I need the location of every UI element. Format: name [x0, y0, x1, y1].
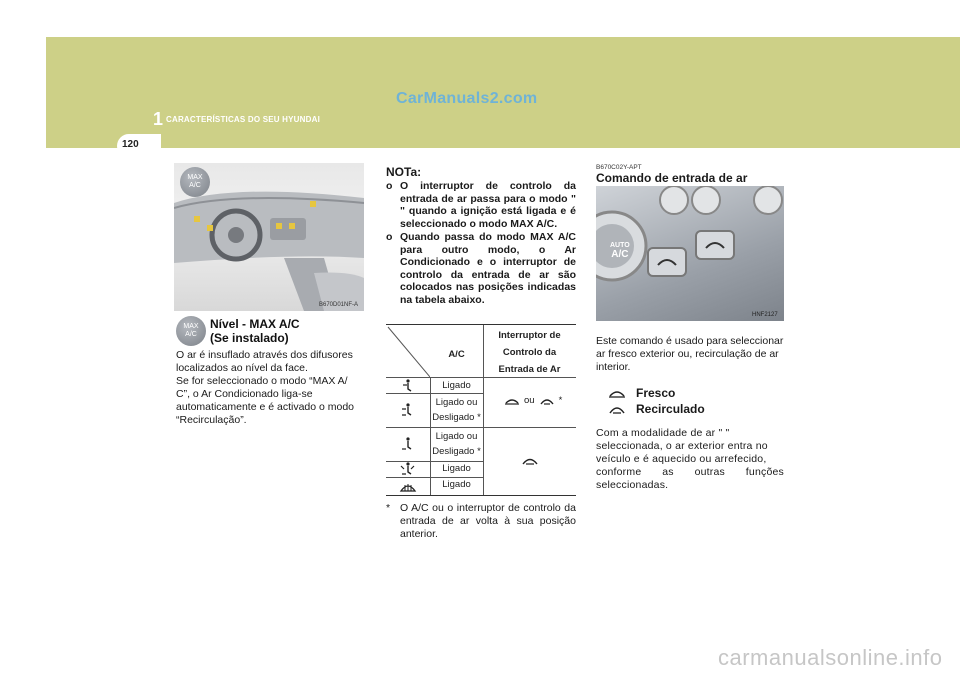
body-line: “Recirculação”. [176, 414, 247, 426]
body-line: veículo e é aquecido ou arrefecido, [596, 453, 767, 465]
section-body [176, 349, 366, 427]
badge-text-max: MAX [183, 323, 199, 330]
body-line: Este comando é usado para seleccionar [596, 335, 784, 347]
recirculation-icon [608, 403, 626, 415]
legend-recirculation [608, 402, 705, 416]
header-switch-line: Interruptor de [498, 330, 561, 341]
mode-table [386, 324, 576, 496]
body-line: localizados ao nível da face. [176, 362, 308, 374]
body-line: Se for seleccionado o modo “MAX A/ [176, 375, 348, 387]
ac-value: Ligado [442, 380, 471, 391]
page-number: 120 [122, 139, 139, 150]
ref-code: B670C02Y-APT [596, 164, 642, 171]
legend-fresh [608, 386, 675, 400]
badge-text-ac: A/C [185, 331, 197, 338]
note-bullet: o [386, 180, 393, 192]
note-text: O interruptor de controlo da entrada de ar passa para o modo " " quando a ignição está ligada e é seleccionado o modo MAX A/C. [400, 180, 576, 230]
note-item [386, 180, 576, 230]
note-title: NOTa: [386, 165, 422, 179]
legend-label: Fresco [636, 386, 676, 400]
header-switch-line: Entrada de Ar [498, 364, 561, 375]
max-ac-icon [176, 316, 206, 346]
control-panel-photo [596, 186, 784, 321]
defrost-icon [399, 479, 417, 493]
body-line: conforme as outras funções [596, 466, 784, 478]
body-line: C”, o Ar Condicionado liga-se [176, 388, 313, 400]
table-footnote [386, 502, 576, 541]
panel-label-line: A/C [611, 249, 629, 260]
header-diagonal [386, 325, 430, 377]
section-title [210, 317, 300, 345]
note-item [386, 231, 576, 306]
ac-value: Ligado [442, 479, 471, 490]
control-intro [596, 335, 784, 374]
section-title-line: Nível - MAX A/C [210, 317, 300, 331]
fresh-air-icon [608, 387, 626, 399]
header-switch [483, 327, 576, 378]
ac-value [430, 429, 483, 459]
switch-star: * [558, 395, 563, 406]
figure-code: HNF2127 [752, 312, 778, 318]
footnote-star: * [386, 502, 391, 514]
panel-label-line: AUTO [610, 242, 630, 249]
note-text: Quando passa do modo MAX A/C para outro modo, o Ar Condicionado e o interruptor de controlo da entrada de ar são colocados nas posições indicadas na tabela abaixo. [400, 231, 576, 306]
ac-value-line: Desligado * [432, 446, 481, 457]
body-line: interior. [596, 361, 631, 373]
switch-value-upper [504, 395, 562, 406]
dashboard-illustration [174, 163, 364, 311]
note-bullet: o [386, 231, 393, 243]
badge-text-max: MAX [187, 174, 203, 181]
recirculation-icon [539, 396, 555, 406]
watermark-link[interactable]: CarManuals2.com [396, 90, 538, 107]
max-ac-icon [180, 167, 210, 197]
panel-label [610, 241, 630, 259]
body-line: seleccionadas. [596, 479, 669, 491]
ac-value-line: Ligado ou [435, 431, 478, 442]
badge-text-ac: A/C [189, 182, 201, 189]
footnote-text: O A/C ou o interruptor de controlo da entrada de ar volta à sua posição anterior. [400, 502, 576, 540]
floor-defrost-icon [400, 462, 416, 476]
body-line: O ar é insuflado através dos difusores [176, 349, 353, 361]
table-divider [386, 393, 483, 394]
ac-value: Ligado [442, 463, 471, 474]
chapter-number: 1 [153, 109, 164, 129]
floor-vent-icon [400, 437, 416, 451]
body-line: ar fresco exterior ou, recirculação de ar [596, 348, 779, 360]
bilevel-vent-icon [400, 403, 416, 417]
ac-value-line: Desligado * [432, 412, 481, 423]
chapter-title: CARACTERÍSTICAS DO SEU HYUNDAI [166, 115, 321, 124]
switch-or-text: ou [524, 395, 535, 406]
ac-value-line: Ligado ou [435, 397, 478, 408]
table-divider [386, 427, 576, 428]
header-switch-line: Controlo da [502, 347, 557, 358]
body-line: automaticamente e é activado o modo [176, 401, 355, 413]
body-line: seleccionada, o ar exterior entra no [596, 440, 768, 452]
figure-code: B670D01NF-A [319, 302, 359, 308]
watermark-footer[interactable]: carmanualsonline.info [718, 645, 943, 670]
header-ac: A/C [448, 349, 465, 360]
control-paragraph [596, 427, 784, 492]
body-line: Com a modalidade de ar " " [596, 427, 730, 439]
note-list [386, 180, 576, 307]
legend-label: Recirculado [636, 402, 705, 416]
recirculation-icon [521, 455, 539, 467]
ac-value [430, 395, 483, 425]
control-title: Comando de entrada de ar [596, 171, 748, 185]
section-title-line: (Se instalado) [210, 331, 289, 345]
face-vent-icon [400, 379, 416, 393]
fresh-air-icon [504, 396, 520, 406]
